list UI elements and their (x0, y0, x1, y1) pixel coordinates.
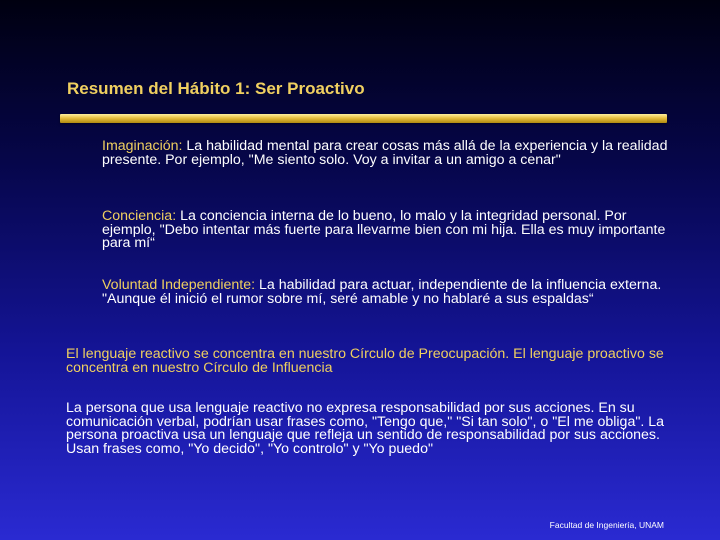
item-text: La habilidad mental para crear cosas más allá de la experiencia y la realidad presente. Por ejemplo, "Me siento solo. Voy a invitar a un amigo a cenar" (102, 138, 668, 168)
item-text: La habilidad para actuar, independiente de la influencia externa. "Aunque él inició el rumor sobre mí, seré amable y no hablaré a sus espaldas“ (102, 277, 662, 307)
title-underline-bar (60, 114, 667, 123)
item-conciencia (102, 210, 672, 251)
item-text: La conciencia interna de lo bueno, lo malo y la integridad personal. Por ejemplo, "Debo intentar más fuerte para llevarme bien con mi hija. Ella es muy importante para mí“ (102, 208, 666, 252)
footer-institution: Facultad de Ingeniería, UNAM (549, 520, 664, 530)
slide-title: Resumen del Hábito 1: Ser Proactivo (67, 79, 365, 98)
responsibility-paragraph: La persona que usa lenguaje reactivo no expresa responsabilidad por sus acciones. En su comunicación verbal, podrían usar frases como, "Tengo que," "Si tan solo", o "El me obliga". La persona proactiva usa un lenguaje que refleja un sentido de responsabilidad por sus acciones. Usan frases como, "Yo decido", "Yo controlo" y "Yo puedo" (66, 400, 665, 457)
item-voluntad (102, 279, 672, 306)
item-term: Voluntad Independiente: (102, 277, 256, 293)
item-imaginacion (102, 140, 672, 167)
item-term: Conciencia: (102, 208, 177, 224)
item-term: Imaginación: (102, 138, 183, 154)
reactive-language-paragraph: El lenguaje reactivo se concentra en nuestro Círculo de Preocupación. El lenguaje proactivo se concentra en nuestro Círculo de Influencia (66, 346, 664, 376)
